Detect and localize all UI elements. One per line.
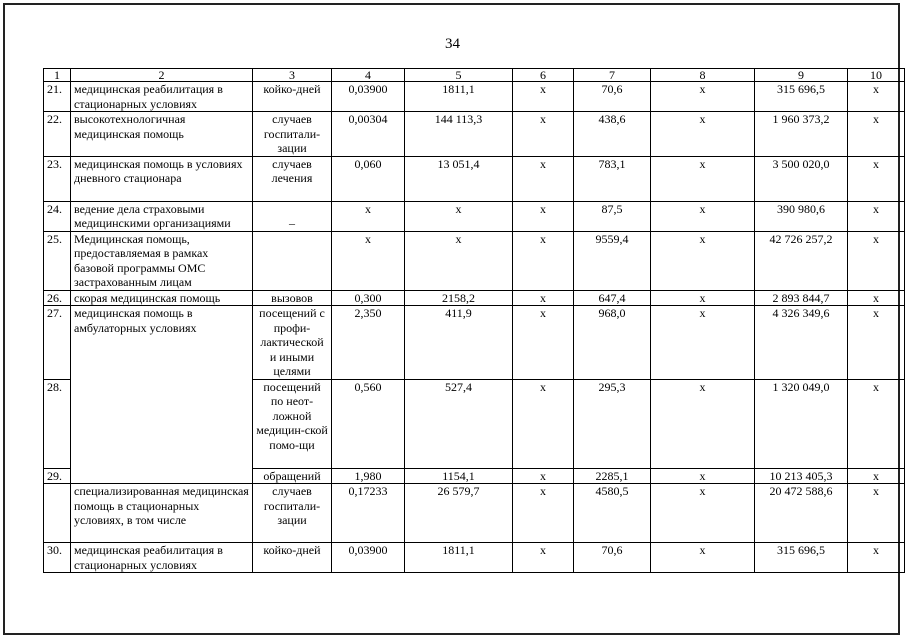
table-row [44,290,905,306]
cell-c6: x [513,156,574,201]
header-row [44,69,905,82]
cell-c8: x [651,543,755,573]
cell-c8: x [651,82,755,112]
column-header: 4 [332,69,405,82]
row-name: Медицинская помощь, предоставляемая в рамках базовой программы ОМС застрахованным лицам [71,231,253,290]
cell-c5: 1811,1 [405,543,513,573]
cell-c4: x [332,201,405,231]
cell-c4: 0,560 [332,379,405,468]
column-header: 8 [651,69,755,82]
data-table [43,68,905,573]
cell-c5: 26 579,7 [405,484,513,543]
column-header: 3 [253,69,332,82]
row-name: ведение дела страховыми медицинскими организациями [71,201,253,231]
cell-c9: 4 326 349,6 [755,306,848,380]
table-row [44,306,905,380]
cell-c10: x [848,379,905,468]
cell-c6: x [513,231,574,290]
row-unit: случаев госпитали-зации [253,112,332,157]
cell-c6: x [513,290,574,306]
cell-c5: 144 113,3 [405,112,513,157]
cell-c6: x [513,379,574,468]
cell-c7: 647,4 [574,290,651,306]
cell-c9: 390 980,6 [755,201,848,231]
cell-c10: x [848,82,905,112]
cell-c6: x [513,201,574,231]
row-name: медицинская реабилитация в стационарных условиях [71,82,253,112]
cell-c9: 2 893 844,7 [755,290,848,306]
column-header: 2 [71,69,253,82]
cell-c8: x [651,468,755,484]
row-unit: – [253,201,332,231]
cell-c8: x [651,379,755,468]
table-row [44,112,905,157]
cell-c4: x [332,231,405,290]
cell-c10: x [848,231,905,290]
row-name: высокотехнологичная медицинская помощь [71,112,253,157]
cell-c9: 315 696,5 [755,543,848,573]
cell-c7: 968,0 [574,306,651,380]
table-row [44,543,905,573]
row-unit: случаев госпитали-зации [253,484,332,543]
cell-c9: 3 500 020,0 [755,156,848,201]
cell-c7: 70,6 [574,543,651,573]
cell-c4: 1,980 [332,468,405,484]
cell-c9: 1 320 049,0 [755,379,848,468]
row-name: медицинская помощь в условиях дневного стационара [71,156,253,201]
cell-c5: x [405,201,513,231]
table-row [44,82,905,112]
row-number: 25. [44,231,71,290]
cell-c4: 0,300 [332,290,405,306]
cell-c4: 0,00304 [332,112,405,157]
column-header: 1 [44,69,71,82]
cell-c7: 438,6 [574,112,651,157]
cell-c5: x [405,231,513,290]
cell-c10: x [848,306,905,380]
row-number: 26. [44,290,71,306]
page-number: 34 [445,36,460,52]
cell-c7: 4580,5 [574,484,651,543]
row-unit: койко-дней [253,543,332,573]
cell-c9: 1 960 373,2 [755,112,848,157]
table-row [44,484,905,543]
cell-c6: x [513,468,574,484]
cell-c7: 295,3 [574,379,651,468]
cell-c5: 13 051,4 [405,156,513,201]
row-unit: случаев лечения [253,156,332,201]
row-number: 27. [44,306,71,380]
row-name: медицинская помощь в амбулаторных условиях [71,306,253,484]
cell-c6: x [513,543,574,573]
row-number: 30. [44,543,71,573]
cell-c10: x [848,468,905,484]
row-number: 24. [44,201,71,231]
cell-c6: x [513,82,574,112]
cell-c6: x [513,306,574,380]
cell-c10: x [848,484,905,543]
cell-c4: 0,17233 [332,484,405,543]
cell-c8: x [651,231,755,290]
cell-c10: x [848,543,905,573]
cell-c5: 1811,1 [405,82,513,112]
cell-c9: 315 696,5 [755,82,848,112]
cell-c7: 783,1 [574,156,651,201]
column-header: 9 [755,69,848,82]
cell-c5: 527,4 [405,379,513,468]
cell-c8: x [651,112,755,157]
cell-c8: x [651,156,755,201]
cell-c7: 70,6 [574,82,651,112]
row-unit: обращений [253,468,332,484]
cell-c4: 0,060 [332,156,405,201]
table-row [44,156,905,201]
cell-c4: 0,03900 [332,82,405,112]
column-header: 7 [574,69,651,82]
cell-c8: x [651,484,755,543]
cell-c5: 2158,2 [405,290,513,306]
column-header: 5 [405,69,513,82]
cell-c6: x [513,112,574,157]
row-number [44,484,71,543]
table-row [44,201,905,231]
row-number: 28. [44,379,71,468]
cell-c7: 9559,4 [574,231,651,290]
cell-c8: x [651,201,755,231]
cell-c9: 10 213 405,3 [755,468,848,484]
cell-c5: 1154,1 [405,468,513,484]
row-unit [253,231,332,290]
cell-c6: x [513,484,574,543]
cell-c10: x [848,112,905,157]
cell-c10: x [848,201,905,231]
cell-c9: 42 726 257,2 [755,231,848,290]
column-header: 6 [513,69,574,82]
row-name: специализированная медицинская помощь в стационарных условиях, в том числе [71,484,253,543]
cell-c10: x [848,156,905,201]
row-unit: посещений с профи-лактической и иными целями [253,306,332,380]
row-unit: посещений по неот-ложной медицин-ской помо-щи [253,379,332,468]
row-number: 29. [44,468,71,484]
row-unit: койко-дней [253,82,332,112]
row-unit: вызовов [253,290,332,306]
cell-c8: x [651,306,755,380]
row-name: медицинская реабилитация в стационарных условиях [71,543,253,573]
row-number: 22. [44,112,71,157]
cell-c5: 411,9 [405,306,513,380]
row-number: 23. [44,156,71,201]
cell-c10: x [848,290,905,306]
row-number: 21. [44,82,71,112]
cell-c4: 0,03900 [332,543,405,573]
cell-c4: 2,350 [332,306,405,380]
cell-c7: 87,5 [574,201,651,231]
row-name: скорая медицинская помощь [71,290,253,306]
column-header: 10 [848,69,905,82]
cell-c9: 20 472 588,6 [755,484,848,543]
cell-c7: 2285,1 [574,468,651,484]
table-row [44,231,905,290]
cell-c8: x [651,290,755,306]
